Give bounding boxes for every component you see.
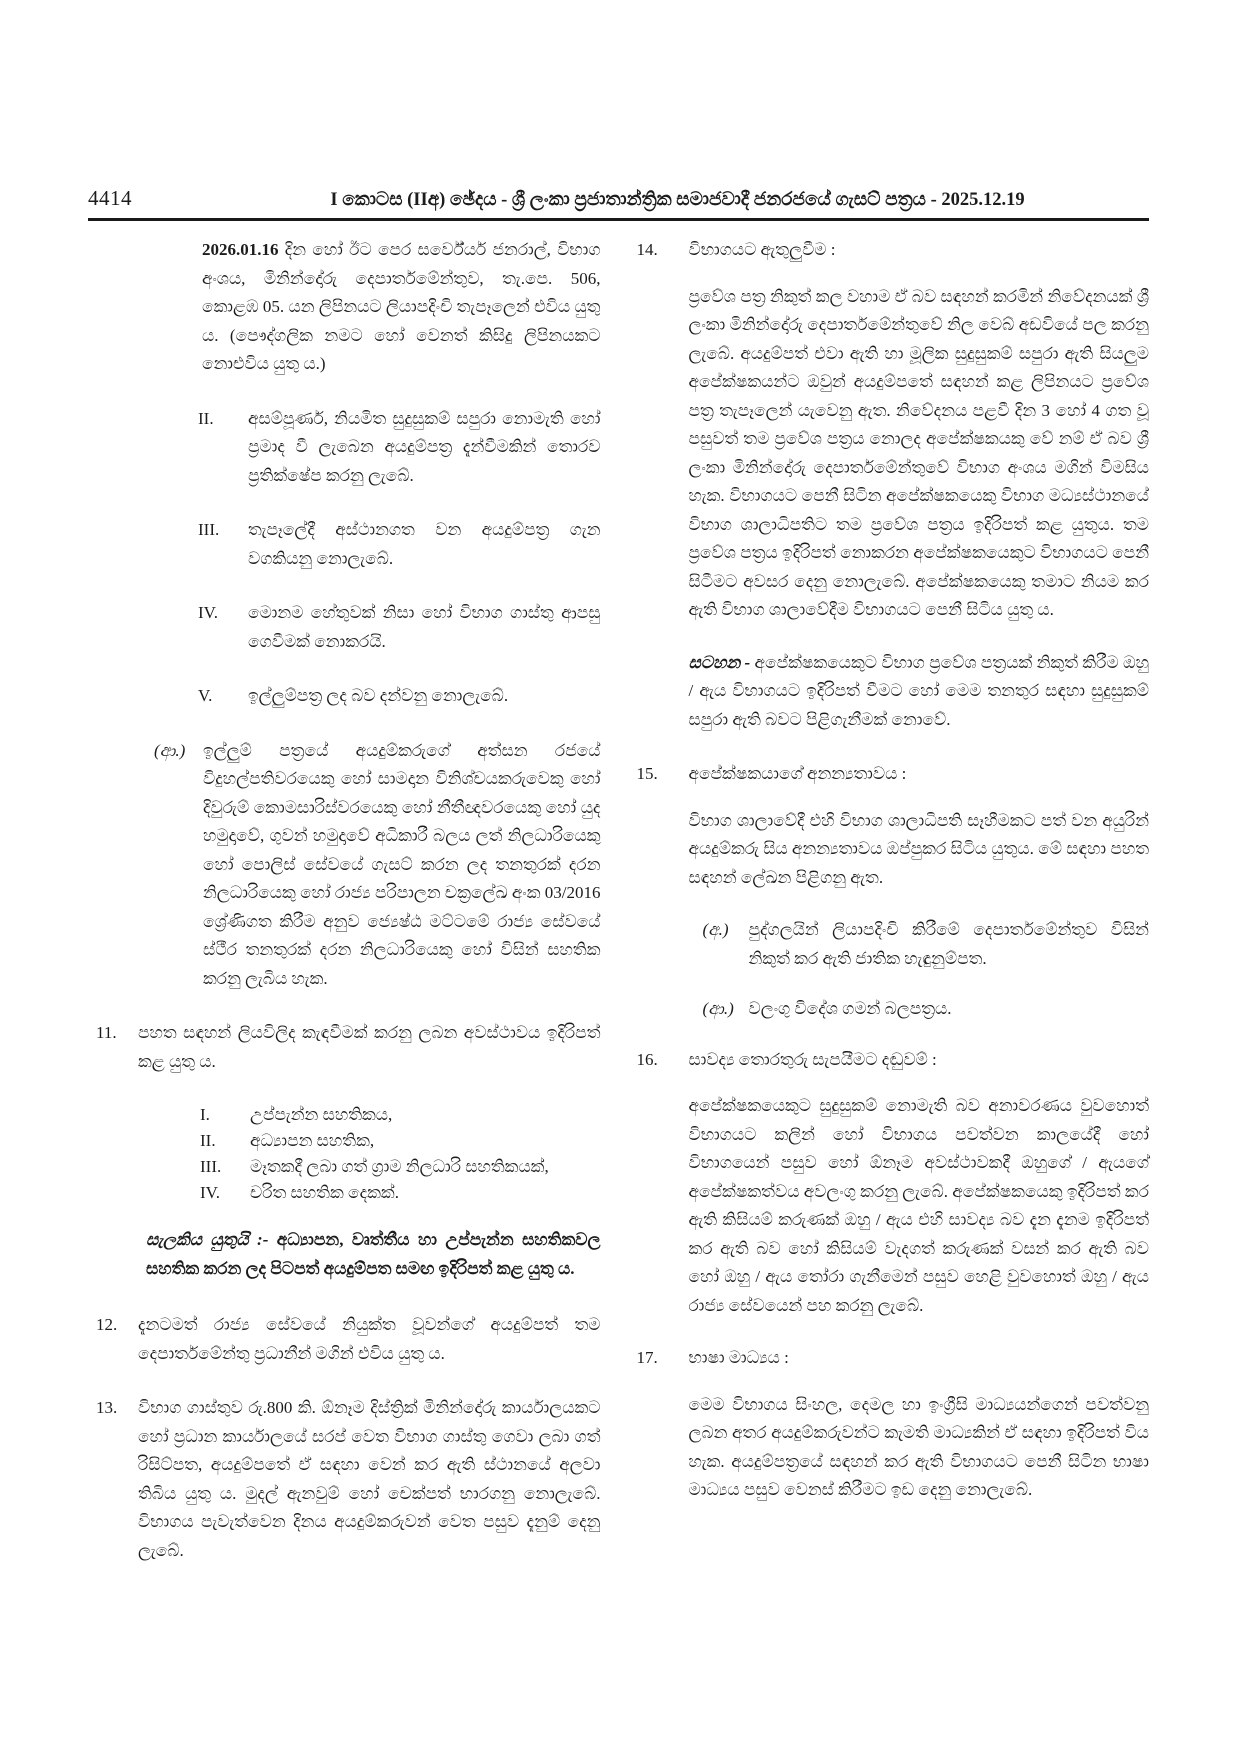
item-11 bbox=[96, 1019, 601, 1076]
item-heading-text: අපේක්ෂකයාගේ අනන්‍යතාවය : bbox=[688, 764, 907, 783]
identity-doc-item-a bbox=[703, 916, 1150, 973]
item-number: 12. bbox=[96, 1315, 118, 1334]
list-item-II bbox=[198, 405, 601, 491]
list-item-label: III. bbox=[200, 1157, 222, 1176]
list-item-label: II. bbox=[198, 408, 214, 428]
item-12 bbox=[96, 1311, 601, 1368]
item-number: 16. bbox=[636, 1049, 658, 1069]
page-number: 4414 bbox=[88, 186, 132, 210]
item-number: 17. bbox=[636, 1348, 658, 1367]
list-item-text: අධ්‍යාපන සහතික, bbox=[250, 1131, 375, 1150]
item-13 bbox=[96, 1394, 601, 1565]
item-text: දැනටමත් රාජ්‍ය සේවයේ නියුක්ත වූවන්ගේ අයදුම්පත් තම දෙපාර්තමේන්තු ප්‍රධානීන් මගින් එවිය යුතු ය. bbox=[138, 1315, 601, 1363]
two-column-body bbox=[88, 236, 1149, 1591]
document-list-item bbox=[200, 1180, 601, 1206]
clause-label: (ආ.) bbox=[154, 740, 186, 760]
note-text: අපේක්ෂකයෙකුට විභාග ප්‍රවේශ පත්‍රයක් නිකුත් කිරීම ඔහු / ඇය විභාගයට ඉදිරිපත් වීමට හෝ මෙම තනතුර සඳහා සුදුසුකම් සපුරා ඇති බවට පිළිගැනීමක් නොවේ. bbox=[688, 652, 1149, 729]
right-column bbox=[637, 236, 1150, 1591]
item-16-body: අපේක්ෂකයෙකුට සුදුසුකම් නොමැති බව අනාවරණය වුවහොත් විභාගයට කලින් හෝ විභාගය පවත්වන කාලයේදී හෝ විභාගයෙන් පසුව හෝ ඕනෑම අවස්ථාවකදී ඔහුගේ / ඇයගේ අපේක්ෂකත්වය අවලංගු කරනු ලැබේ. අපේක්ෂකයෙකු ඉදිරිපත් කර ඇති කිසියම් කරුණක් ඔහු / ඇය එහි සාවද්‍ය බව දැන දැනම ඉදිරිපත් කර ඇති බව හෝ කිසියම් වැදගත් කරුණක් වසන් කර ඇති බව හෝ ඔහු / ඇය තෝරා ගැනීමෙන් පසුව හෙළි වුවහොත් ඔහු / ඇය රාජ්‍ය සේවයෙන් පහ කරනු ලැබේ. bbox=[688, 1096, 1149, 1315]
list-item-text: තැපෑලේදී අස්ථානගත වන අයදුම්පත්‍ර ගැන වගකියනු නොලැබේ. bbox=[248, 520, 601, 568]
note-label: සටහන - bbox=[688, 652, 751, 672]
item-number: 15. bbox=[636, 764, 658, 783]
list-item-label: (ආ.) bbox=[702, 999, 734, 1018]
list-item-label: (අ.) bbox=[702, 920, 729, 939]
item-14-heading bbox=[637, 236, 1150, 265]
gazette-header-title: I කොටස (IIඅ) ඡේදය - ශ්‍රී ලංකා ප්‍රජාතාන්ත්‍රික සමාජවාදී ජනරජයේ ගැසට් පත්‍රය - 2025.12.19 bbox=[330, 190, 1025, 210]
list-item-label: I. bbox=[200, 1105, 210, 1124]
list-item-text: චරිත සහතික දෙකක්. bbox=[250, 1183, 399, 1202]
clause-aa-signature-attestation bbox=[154, 737, 601, 994]
item-heading-text: භාෂා මාධ්‍යය : bbox=[688, 1348, 789, 1367]
item-17-body: මෙම විභාගය සිංහල, දෙමල හා ඉංග්‍රීසි මාධ්‍යයන්ගෙන් පවත්වනු ලබන අතර අයදුම්කරුවන්ට කැමති මාධ්‍යකින් ඒ සඳහා ඉදිරිපත් විය හැක. අයදුම්පත්‍රයේ සඳහන් කර ඇති විභාගයට පෙනී සිටින භාෂා මාධ්‍යය පසුව වෙනස් කිරීමට ඉඩ දෙනු නොලැබේ. bbox=[688, 1394, 1149, 1499]
item-14-body: ප්‍රවේශ පත්‍ර නිකුත් කල වහාම ඒ බව සඳහන් කරමින් නිවේදනයක් ශ්‍රී ලංකා මිනින්දෝරු දෙපාර්තමේන්තුවේ නිල වෙබ් අඩවියේ පල කරනු ලැබේ. අයදුම්පත් එවා ඇති හා මූලික සුදුසුකම් සපුරා ඇති සියලුම අපේක්ෂකයන්ට ඔවුන් අයදුම්පතේ සඳහන් කළ ලිපිනයට ප්‍රවේශ පත්‍ර තැපෑලෙන් යැවෙනු ඇත. නිවේදනය පළවී දින 3 හෝ 4 ගත වූ පසුවත් තම ප්‍රවේශ පත්‍රය නොලද අපේක්ෂකයකු වේ නම් ඒ බව ශ්‍රී ලංකා මිනින්දෝරු දෙපාර්තමේන්තුවේ විභාග අංශය මගින් විමසිය හැක. විභාගයට පෙනී සිටින අපේක්ෂකයෙකු විභාග මධ්‍යස්ථානයේ විභාග ශාලාධිපතිට තම ප්‍රවේශ පත්‍රය ඉදිරිපත් කළ යුතුය. තම ප්‍රවේශ පත්‍රය ඉදිරිපත් නොකරන අපේක්ෂකයෙකුට විභාගයට පෙනී සිටීමට අවසර දෙනු නොලැබේ. අපේක්ෂකයෙකු තමාට නියම කර ඇති විභාග ශාලාවේදීම විභාගයට පෙනී සිටිය යුතු ය. bbox=[688, 286, 1149, 619]
clause-text: ඉල්ලුම් පත්‍රයේ අයදුම්කරුගේ අත්සන රජයේ විදුහල්පතිවරයෙකු හෝ සාමදාන විනිශ්චයකරුවෙකු හෝ දිවුරුම් කොමසාරිස්වරයෙකු හෝ නීතීඥවරයෙකු හෝ යුද හමුදාවේ, ගුවන් හමුදාවේ අධිකාරී බලය ලත් නිලධාරියෙකු හෝ පොලිස් සේවයේ ගැසට් කරන ලද තනතුරක් දරන නිලධාරියෙකු හෝ රාජ්‍ය පරිපාලන චක්‍රලේඛ අංක 03/2016 ශ්‍රේණිගත කිරීම අනුව ජ්‍යෙෂ්ඨ මට්ටමේ රාජ්‍ය සේවයේ ස්ථීර තනතුරක් දරන නිලධාරියෙකු හෝ විසින් සහතික කරනු ලැබිය හැක. bbox=[203, 740, 601, 988]
item-text: පහත සඳහන් ලියවිලිද කැඳවීමක් කරනු ලබන අවස්ථාවය ඉදිරිපත් කළ යුතු ය. bbox=[138, 1023, 601, 1071]
document-list-item bbox=[200, 1102, 601, 1128]
item-15-heading bbox=[637, 760, 1150, 789]
item-17-heading bbox=[637, 1344, 1150, 1373]
item-11-document-list bbox=[88, 1102, 601, 1206]
left-column bbox=[88, 236, 601, 1591]
list-item-text: පුද්ගලයින් ලියාපදිංචි කිරීමේ දෙපාර්තමේන්තුව විසින් නිකුත් කර ඇති ජාතික හැඳුනුම්පත. bbox=[748, 920, 1149, 968]
list-item-text: වලංගු විදේශ ගමන් බලපත්‍රය. bbox=[748, 999, 952, 1018]
list-item-III bbox=[198, 516, 601, 573]
item-heading-text: විභාගයට ඇතුලුවීම : bbox=[688, 240, 836, 259]
list-item-text: මොනම හේතුවක් නිසා හෝ විභාග ගාස්තු ආපසු ගෙවීමක් නොකරයි. bbox=[248, 603, 601, 651]
item-number: 13. bbox=[96, 1398, 118, 1417]
list-item-label: IV. bbox=[198, 603, 218, 622]
list-item-label: V. bbox=[198, 686, 213, 705]
list-item-V bbox=[198, 682, 601, 711]
paragraph-send-address-text: දින හෝ ඊට පෙර සර්වේයර් ජනරාල්, විභාග අංශය, මිනින්දෝරු දෙපාර්තමේන්තුව, තැ.පෙ. 506, කොළඹ 05. යන ලිපිනයට ලියාපදිංචි තැපෑලෙන් එවිය යුතු ය. (පෞද්ගලික නමට හෝ වෙනත් කිසිදු ලිපිනයකට නොඑවිය යුතු ය.) bbox=[202, 240, 601, 373]
item-number: 11. bbox=[96, 1023, 117, 1042]
item-number: 14. bbox=[636, 240, 658, 259]
identity-doc-item-aa bbox=[703, 995, 1150, 1024]
header-divider bbox=[88, 218, 1149, 221]
list-item-text: මෑතකදී ලබා ගත් ග්‍රාම නිලධාරි සහතිකයක්, bbox=[250, 1157, 549, 1176]
note-admission-card bbox=[689, 649, 1150, 735]
list-item-label: IV. bbox=[200, 1183, 220, 1202]
list-item-label: III. bbox=[198, 520, 220, 539]
item-text: විභාග ගාස්තුව රු.800 කි. ඕනෑම දිස්ත්‍රික් මිනින්දෝරු කාර්යාලයකට හෝ ප්‍රධාන කාර්යාලයේ සරප් වෙත විභාග ගාස්තු ගෙවා ලබා ගත් රිසිට්පත, අයදුම්පතේ ඒ සඳහා වෙන් කර ඇති ස්ථානයේ අලවා තිබිය යුතු ය. මුදල් ඇනවුම් හෝ චෙක්පත් භාරගනු නොලැබේ. විභාගය පැවැත්වෙන දිනය අයදුම්කරුවන් වෙත පසුව දැනුම් දෙනු ලැබේ. bbox=[138, 1398, 601, 1560]
note-certified-copies bbox=[146, 1226, 601, 1283]
note-label: සැලකිය යුතුයි :- bbox=[146, 1230, 269, 1249]
list-item-text: අසම්පූර්ණ, නියමිත සුදුසුකම් සපුරා නොමැති හෝ ප්‍රමාද වී ලැබෙන අයදුම්පත්‍ර දැන්වීමකින් තොරව ප්‍රතික්ෂේප කරනු ලැබේ. bbox=[248, 408, 601, 485]
list-item-IV bbox=[198, 599, 601, 656]
list-item-text: උප්පැන්න සහතිකය, bbox=[250, 1105, 393, 1124]
list-item-label: II. bbox=[200, 1131, 216, 1150]
item-16-heading bbox=[637, 1046, 1150, 1075]
deadline-date: 2026.01.16 bbox=[202, 240, 279, 259]
note-text: අධ්‍යාපන, වෘත්තීය හා උප්පැන්න සහතිකවල සහතික කරන ලද පිටපත් අයදුම්පත සමඟ ඉදිරිපත් කළ යුතු ය. bbox=[146, 1230, 601, 1278]
list-item-text: ඉල්ලුම්පත්‍ර ලද බව දන්වනු නොලැබේ. bbox=[248, 686, 509, 705]
document-list-item bbox=[200, 1154, 601, 1180]
item-heading-text: සාවද්‍ය තොරතුරු සැපයීමට දඬුවම් : bbox=[688, 1049, 937, 1069]
paragraph-send-address bbox=[202, 236, 601, 379]
document-list-item bbox=[200, 1128, 601, 1154]
item-15-body: විභාග ශාලාවේදී එහි විභාග ශාලාධිපති සෑහීමකට පත් වන අයුරින් අයදුම්කරු සිය අනන්‍යතාවය ඔප්පුකර සිටිය යුතුය. මේ සඳහා පහත සඳහන් ලේඛන පිළිගනු ඇත. bbox=[688, 810, 1150, 887]
page-header bbox=[88, 186, 1149, 211]
